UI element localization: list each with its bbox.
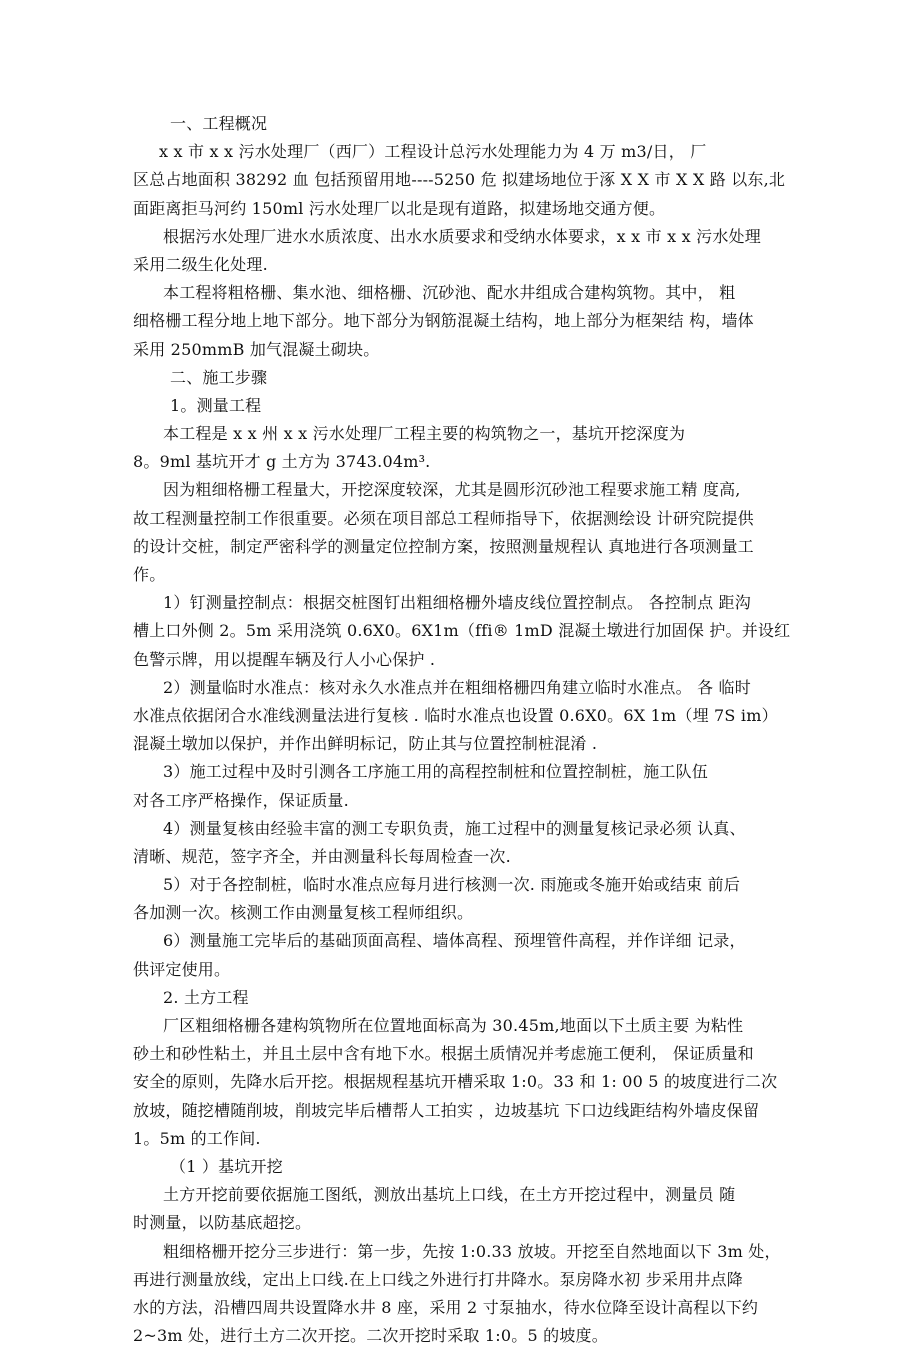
text-line: （1 ）基坑开挖 <box>170 1156 283 1176</box>
text-line: 对各工序严格操作，保证质量. <box>133 790 349 810</box>
text-line: 放坡，随挖槽随削坡，削坡完毕后槽帮人工拍实 ，边坡基坑 下口边线距结构外墙皮保留 <box>133 1100 760 1120</box>
text-line: 2. 土方工程 <box>163 987 249 1007</box>
text-line: 各加测一次。核测工作由测量复核工程师组织。 <box>133 903 474 923</box>
text-line: 的设计交桩，制定严密科学的测量定位控制方案，按照测量规程认 真地进行各项测量工 <box>133 536 754 556</box>
text-line: 故工程测量控制工作很重要。必须在项目部总工程师指导下，依据测绘设 计研究院提供 <box>133 508 754 528</box>
text-line: 砂土和砂性粘土，并且土层中含有地下水。根据土质情况并考虑施工便利， 保证质量和 <box>133 1044 754 1064</box>
text-line: 8。9ml 基坑开才 g 土方为 3743.04m³. <box>133 452 431 472</box>
text-line: 3）施工过程中及时引测各工序施工用的高程控制桩和位置控制桩，施工队伍 <box>163 762 708 782</box>
text-line: 因为粗细格栅工程量大，开挖深度较深，尤其是圆形沉砂池工程要求施工精 度高, <box>163 480 741 500</box>
text-line: 厂区粗细格栅各建构筑物所在位置地面标高为 30.45m,地面以下土质主要 为粘性 <box>163 1016 744 1035</box>
text-line: 1。5m 的工作间. <box>133 1128 261 1148</box>
text-line: 2）测量临时水准点：核对永久水准点并在粗细格栅四角建立临时水准点。 各 临时 <box>163 677 751 697</box>
text-line: 色警示牌，用以提醒车辆及行人小心保护 . <box>133 649 436 669</box>
text-line: 土方开挖前要依据施工图纸，测放出基坑上口线，在土方开挖过程中，测量员 随 <box>163 1185 736 1205</box>
text-line: 采用二级生化处理. <box>133 254 268 274</box>
text-line: 面距离拒马河约 150ml 污水处理厂以北是现有道路，拟建场地交通方便。 <box>133 198 666 218</box>
text-line: 水准点依据闭合水准线测量法进行复核 . 临时水准点也设置 0.6X0。6X 1m（埋 7S im） <box>133 705 778 725</box>
text-line: 作。 <box>133 565 166 584</box>
text-line: 本工程将粗格栅、集水池、细格栅、沉砂池、配水井组成合建构筑物。其中， 粗 <box>163 283 736 303</box>
text-line: 根据污水处理厂进水水质浓度、出水水质要求和受纳水体要求，x x 市 x x 污水处理 <box>163 226 761 246</box>
text-line: 采用 250mmB 加气混凝土砌块。 <box>133 339 380 359</box>
document-body <box>133 110 793 1350</box>
text-line: 再进行测量放线，定出上口线.在上口线之外进行打井降水。泵房降水初 步采用井点降 <box>133 1269 743 1289</box>
text-line: 清晰、规范，签字齐全，并由测量科长每周检查一次. <box>133 846 511 866</box>
text-line: 水的方法，沿槽四周共设置降水井 8 座，采用 2 寸泵抽水，待水位降至设计高程以下约 <box>133 1297 759 1317</box>
text-line: 槽上口外侧 2。5m 采用浇筑 0.6X0。6X1m（ffi® 1mD 混凝土墩进行加固保 护。并设红 <box>133 621 791 641</box>
text-line: 混凝土墩加以保护，并作出鲜明标记，防止其与位置控制桩混淆 . <box>133 734 598 754</box>
text-line: 供评定使用。 <box>133 959 231 979</box>
text-line: 5）对于各控制桩，临时水准点应每月进行核测一次. 雨施或冬施开始或结束 前后 <box>163 875 741 895</box>
text-line: 一、工程概况 <box>170 114 268 133</box>
text-line: 本工程是 x x 州 x x 污水处理厂工程主要的构筑物之一，基坑开挖深度为 <box>163 424 686 444</box>
text-line: 1）钉测量控制点：根据交桩图钉出粗细格栅外墙皮线位置控制点。 各控制点 距沟 <box>163 593 751 613</box>
text-line: 6）测量施工完毕后的基础顶面高程、墙体高程、预埋管件高程，并作详细 记录， <box>163 931 746 951</box>
text-line: 二、施工步骤 <box>170 367 268 387</box>
text-line: 安全的原则，先降水后开挖。根据规程基坑开槽采取 1:0。33 和 1: 00 5 的坡度进行二次 <box>133 1072 778 1092</box>
text-line: 区总占地面积 38292 血 包括预留用地----5250 危 拟建场地位于涿 X X 市 X X 路 以东,北 <box>133 170 786 190</box>
text-line: x x 市 x x 污水处理厂（西厂）工程设计总污水处理能力为 4 万 m3/日， 厂 <box>159 142 707 162</box>
text-line: 粗细格栅开挖分三步进行：第一步，先按 1:0.33 放坡。开挖至自然地面以下 3m 处， <box>163 1241 781 1261</box>
text-line: 2~3m 处，进行土方二次开挖。二次开挖时采取 1:0。5 的坡度。 <box>133 1326 608 1346</box>
text-line: 细格栅工程分地上地下部分。地下部分为钢筋混凝土结构，地上部分为框架结 构，墙体 <box>133 311 754 331</box>
text-line: 时测量，以防基底超挖。 <box>133 1213 312 1233</box>
text-line: 1。测量工程 <box>170 395 262 415</box>
text-line: 4）测量复核由经验丰富的测工专职负责，施工过程中的测量复核记录必须 认真、 <box>163 818 746 838</box>
